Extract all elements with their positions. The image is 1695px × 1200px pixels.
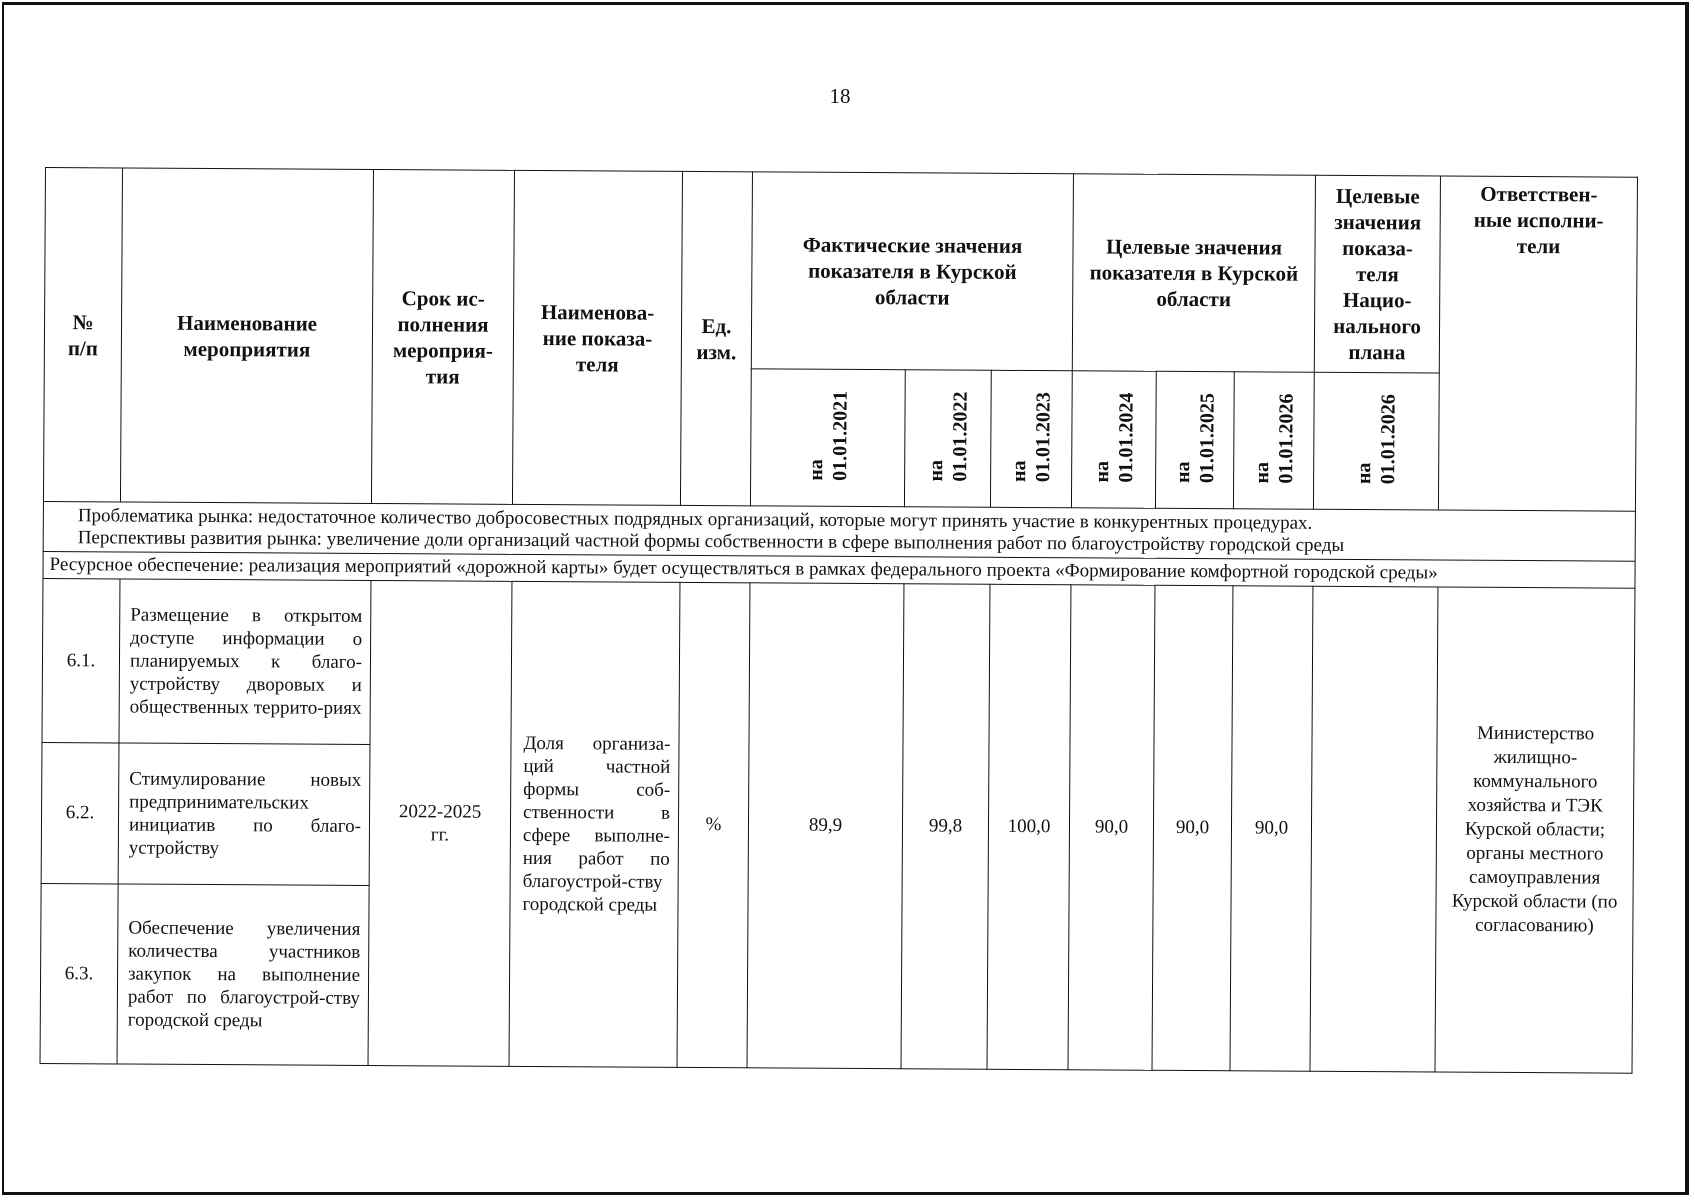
header-actual-values: Фактические значения показателя в Курской области [751, 172, 1073, 371]
value-2025: 90,0 [1152, 585, 1233, 1070]
header-date-2026: на 01.01.2026 [1233, 372, 1314, 509]
value-2022: 99,8 [901, 584, 990, 1070]
banner-resources: Ресурсное обеспечение: реализация мероприятий «дорожной карты» будет осуществляться в рамках федерального проекта «Формирование комфортной городской среды» [43, 551, 1635, 588]
header-date-2023: на 01.01.2023 [990, 370, 1072, 507]
header-num: № п/п [43, 168, 122, 502]
responsible-cell: Министерство жилищно-коммунального хозяйства и ТЭК Курской области; органы местного самоуправления Курской области (по согласованию) [1435, 587, 1635, 1073]
row-num-6-2: 6.2. [41, 742, 119, 883]
banner-problem-text: Проблематика рынка: недостаточное количество добросовестных подрядных организаций, которые могут принять участие в конкурентных процедурах. [77, 505, 1313, 534]
value-2026: 90,0 [1230, 586, 1313, 1071]
page-number: 18 [829, 84, 851, 108]
header-date-2025: на 01.01.2025 [1155, 371, 1234, 508]
value-2021: 89,9 [747, 583, 904, 1069]
value-2023: 100,0 [987, 584, 1071, 1069]
row-num-6-1: 6.1. [42, 578, 120, 742]
header-target-values: Целевые значения показателя в Курской области [1072, 174, 1315, 372]
term-cell: 2022-2025 гг. [368, 580, 512, 1066]
header-unit: Ед. изм. [680, 171, 752, 505]
header-responsible: Ответствен- ные исполни- тели [1438, 176, 1637, 511]
header-national-target: Целевые значения показа- теля Нацио- нального плана [1314, 175, 1440, 373]
row-num-6-3: 6.3. [40, 883, 118, 1063]
indicator-cell: Доля организа-ций частной формы соб-ственности в сфере выполне-ния работ по благоустрой-ству городской среды [509, 581, 680, 1067]
value-national-2026 [1310, 586, 1438, 1072]
header-indicator-name: Наименова- ние показа- теля [512, 170, 682, 505]
roadmap-table [40, 167, 1638, 1074]
unit-cell: % [677, 582, 750, 1067]
header-date-2021: на 01.01.2021 [750, 369, 905, 507]
header-term: Срок ис- полнения мероприя- тия [371, 170, 514, 505]
row-name-6-2: Стимулирование новых предпринимательских инициатив по благо-устройству [118, 743, 370, 886]
header-date-2022: на 01.01.2022 [904, 370, 991, 508]
banner-prospects-text: Перспективы развития рынка: увеличение доли организаций частной формы собственности в сфере выполнения работ по благоустройству городской среды [77, 527, 1345, 556]
header-date-2024: на 01.01.2024 [1071, 371, 1156, 509]
value-2024: 90,0 [1068, 585, 1155, 1071]
row-name-6-1: Размещение в открытом доступе информации о планируемых к благо-устройству дворовых и общественных террито-риях [119, 579, 371, 745]
row-name-6-3: Обеспечение увеличения количества участников закупок на выполнение работ по благоустрой-ству городской среды [117, 884, 369, 1066]
header-date-2026-national: на 01.01.2026 [1313, 372, 1439, 510]
header-event-name: Наименование мероприятия [120, 168, 373, 504]
